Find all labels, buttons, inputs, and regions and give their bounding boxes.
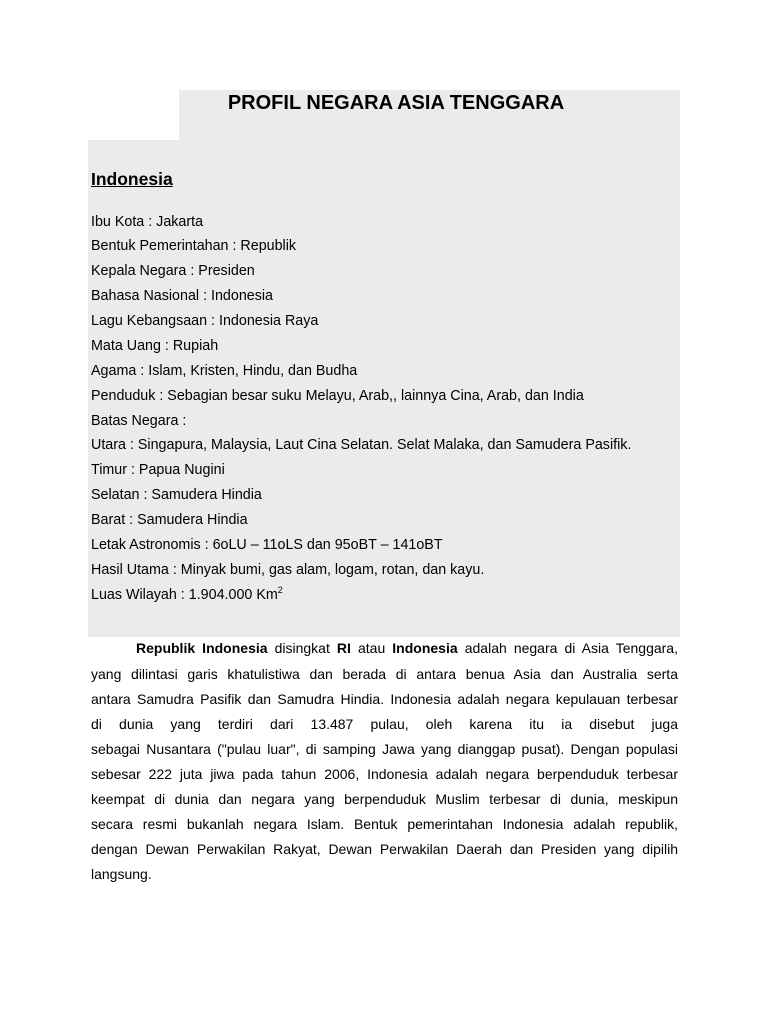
bold-term: Indonesia xyxy=(392,640,458,657)
paragraph-line xyxy=(91,762,678,787)
fact-item: Bahasa Nasional : Indonesia xyxy=(91,288,274,305)
text-run: atau xyxy=(350,640,393,657)
bold-term: Republik Indonesia xyxy=(136,640,268,657)
fact-item: Batas Negara : xyxy=(91,412,187,429)
paragraph-line xyxy=(91,812,678,837)
paragraph-line xyxy=(91,636,678,661)
paragraph-line xyxy=(91,662,678,687)
fact-list xyxy=(91,210,680,608)
bold-term: RI xyxy=(336,640,351,657)
text-run: yang dilintasi garis khatulistiwa dan berada di antara benua Asia dan Australia serta xyxy=(91,665,678,682)
fact-item: Penduduk : Sebagian besar suku Melayu, Arab,, lainnya Cina, Arab, dan India xyxy=(91,387,584,404)
body-paragraph xyxy=(91,636,678,887)
fact-item: Timur : Papua Nugini xyxy=(91,462,225,479)
fact-items xyxy=(91,210,680,583)
paragraph-line xyxy=(91,837,678,862)
paragraph-line xyxy=(91,712,678,737)
text-run: adalah negara di Asia Tenggara, xyxy=(457,640,678,657)
fact-item: Mata Uang : Rupiah xyxy=(91,337,219,354)
fact-item: Letak Astronomis : 6oLU – 11oLS dan 95oBT – 141oBT xyxy=(91,536,443,553)
text-run: langsung. xyxy=(91,866,152,883)
fact-item: Selatan : Samudera Hindia xyxy=(91,487,262,504)
text-run: disingkat xyxy=(267,640,337,657)
text-run: sebesar 222 juta jiwa pada tahun 2006, Indonesia adalah negara berpenduduk terbesar xyxy=(91,765,678,782)
text-run: secara resmi bukanlah negara Islam. Bentuk pemerintahan Indonesia adalah republik, xyxy=(91,816,678,833)
fact-item: Agama : Islam, Kristen, Hindu, dan Budha xyxy=(91,362,358,379)
fact-item: Lagu Kebangsaan : Indonesia Raya xyxy=(91,313,319,330)
country-heading: Indonesia xyxy=(91,169,173,189)
fact-item: Hasil Utama : Minyak bumi, gas alam, logam, rotan, dan kayu. xyxy=(91,561,485,578)
area-text: Luas Wilayah : 1.904.000 Km xyxy=(91,586,278,603)
text-run: di dunia yang terdiri dari 13.487 pulau, oleh karena itu ia disebut juga xyxy=(91,715,678,732)
fact-item: Barat : Samudera Hindia xyxy=(91,512,248,529)
page-title: PROFIL NEGARA ASIA TENGGARA xyxy=(227,92,565,114)
paragraph-line xyxy=(91,687,678,712)
text-run: sebagai Nusantara ("pulau luar", di samping Jawa yang dianggap pusat). Dengan populasi xyxy=(91,740,678,757)
paragraph-line xyxy=(91,862,678,887)
text-run: keempat di dunia dan negara yang berpenduduk Muslim terbesar di dunia, meskipun xyxy=(91,791,678,808)
fact-item: Bentuk Pemerintahan : Republik xyxy=(91,238,297,255)
fact-item: Ibu Kota : Jakarta xyxy=(91,213,204,230)
fact-item: Utara : Singapura, Malaysia, Laut Cina Selatan. Selat Malaka, dan Samudera Pasifik. xyxy=(91,437,632,454)
paragraph-line xyxy=(91,737,678,762)
paragraph-line xyxy=(91,787,678,812)
fact-item: Kepala Negara : Presiden xyxy=(91,263,255,280)
area-exponent: 2 xyxy=(277,584,283,595)
text-run: dengan Dewan Perwakilan Rakyat, Dewan Perwakilan Daerah dan Presiden yang dipilih xyxy=(91,841,678,858)
text-run: antara Samudra Pasifik dan Samudra Hindia. Indonesia adalah negara kepulauan terbesar xyxy=(91,690,678,707)
fact-item-area xyxy=(91,583,680,608)
